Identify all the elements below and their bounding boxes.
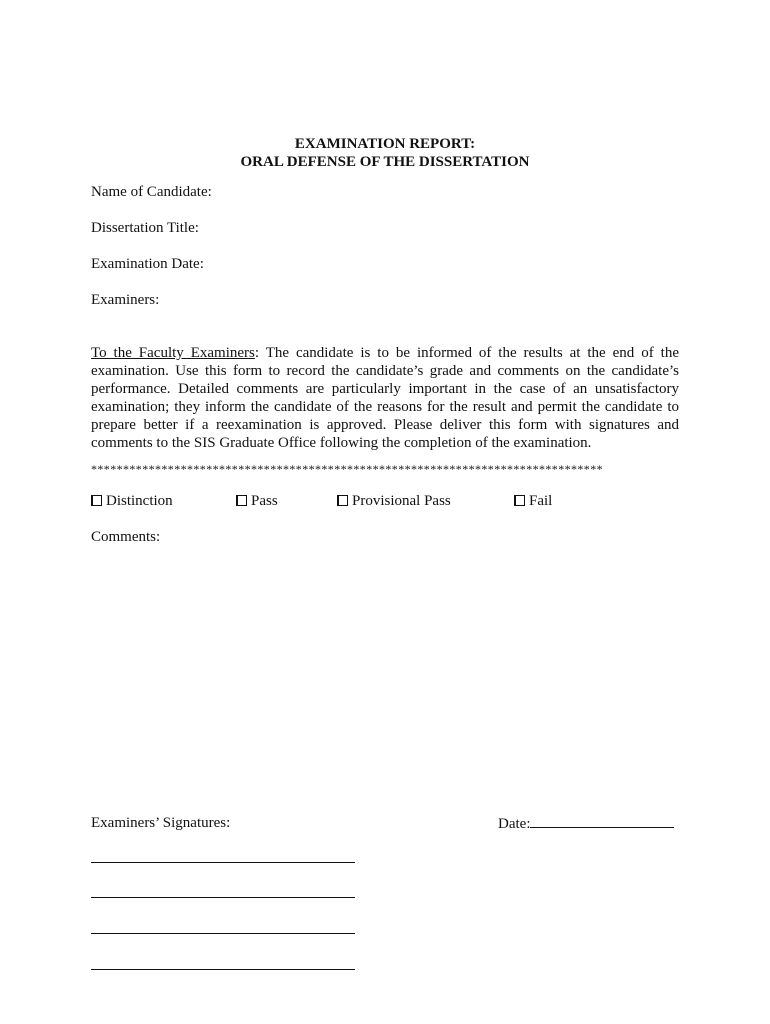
signature-line-4[interactable] xyxy=(91,969,355,970)
fail-label: Fail xyxy=(529,493,553,509)
signatures-label: Examiners’ Signatures: xyxy=(91,815,231,831)
grade-option-pass[interactable] xyxy=(236,492,278,510)
provisional-pass-label: Provisional Pass xyxy=(352,493,451,509)
divider-asterisks: ******************************************************************************** xyxy=(91,462,603,476)
signature-line-1[interactable] xyxy=(91,862,355,863)
examiners-label: Examiners: xyxy=(91,292,160,308)
signature-line-2[interactable] xyxy=(91,897,355,898)
form-subtitle: ORAL DEFENSE OF THE DISSERTATION xyxy=(240,154,530,170)
signature-line-3[interactable] xyxy=(91,933,355,934)
instructions-paragraph xyxy=(91,344,679,452)
fail-checkbox[interactable] xyxy=(514,495,525,506)
date-line[interactable] xyxy=(530,814,674,828)
date-field[interactable] xyxy=(498,814,674,833)
pass-checkbox[interactable] xyxy=(236,495,247,506)
comments-label: Comments: xyxy=(91,529,161,545)
instructions-heading: To the Faculty Examiners xyxy=(91,345,255,361)
form-title: EXAMINATION REPORT: xyxy=(294,136,476,152)
instructions-separator: : xyxy=(254,345,260,361)
examination-date-label: Examination Date: xyxy=(91,256,204,272)
date-label: Date: xyxy=(498,816,531,832)
distinction-label: Distinction xyxy=(106,493,173,509)
grade-option-fail[interactable] xyxy=(514,492,552,510)
dissertation-title-label: Dissertation Title: xyxy=(91,220,199,236)
instructions-body: The candidate is to be informed of the results at the end of the examination. Use this form to record the candidate’s grade and comments on the candidate’s performance. Detailed comments are particularly important in the case of an unsatisfactory examination; they inform the candidate of the reasons for the result and permit the candidate to prepare better if a reexamination is approved. Please deliver this form with signatures and comments to the SIS Graduate Office following the completion of the examination. xyxy=(91,345,679,451)
pass-label: Pass xyxy=(251,493,278,509)
distinction-checkbox[interactable] xyxy=(91,495,102,506)
provisional-pass-checkbox[interactable] xyxy=(337,495,348,506)
candidate-name-label: Name of Candidate: xyxy=(91,184,212,200)
grade-option-provisional-pass[interactable] xyxy=(337,492,451,510)
grade-option-distinction[interactable] xyxy=(91,492,173,510)
